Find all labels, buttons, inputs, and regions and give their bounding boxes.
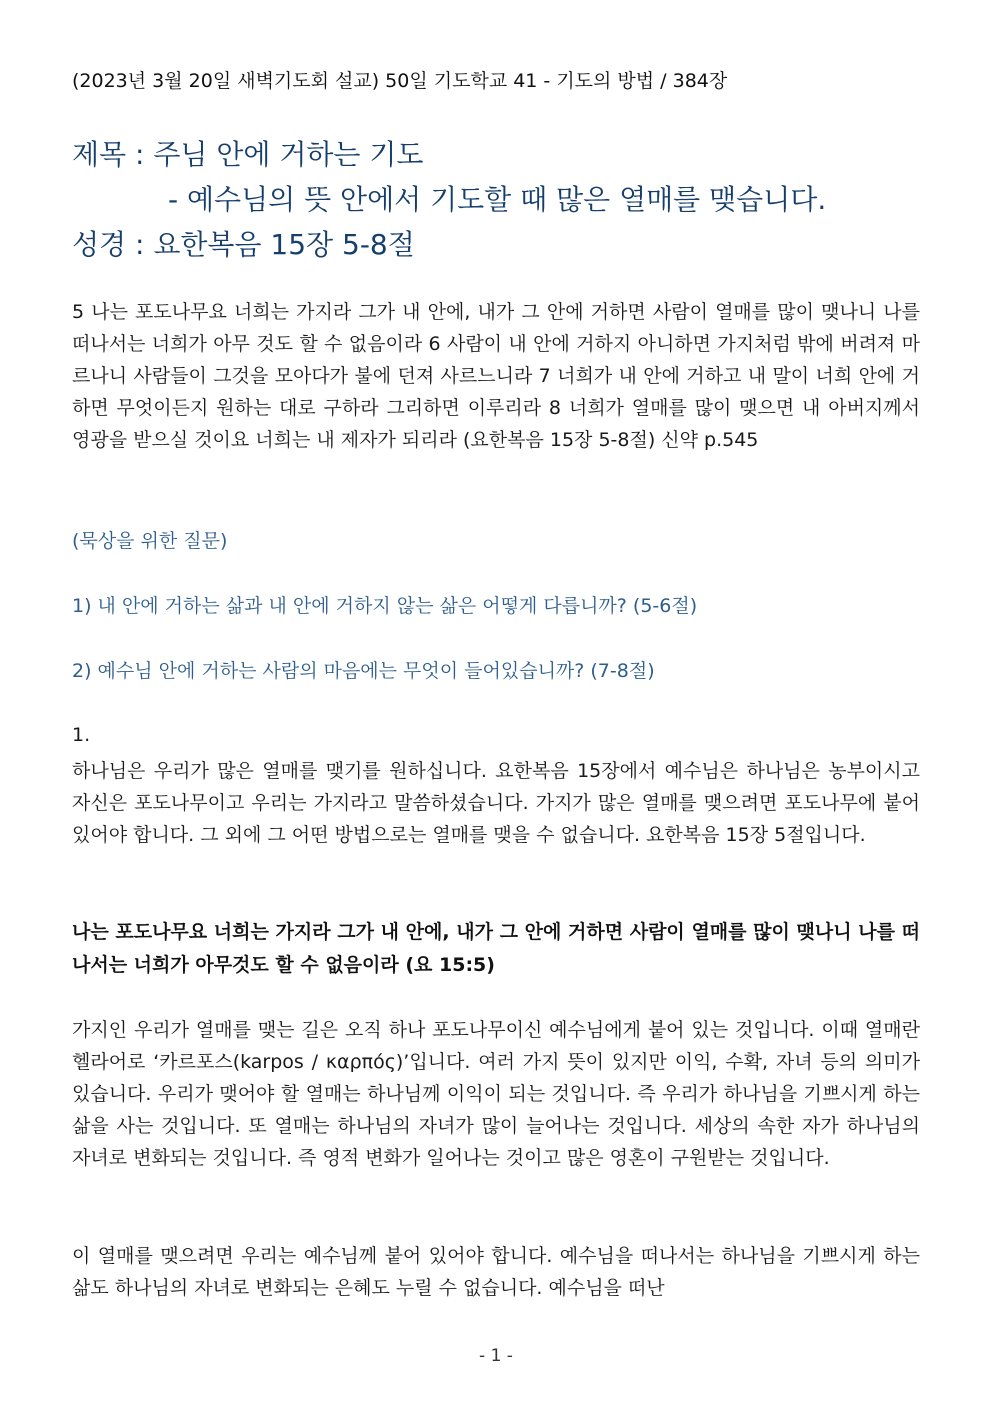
scripture-reference: 성경 : 요한복음 15장 5-8절	[72, 228, 415, 261]
page-number: - 1 -	[479, 1346, 513, 1366]
verse-quote: 나는 포도나무요 너희는 가지라 그가 내 안에, 내가 그 안에 거하면 사람이 열매를 많이 맺나니 나를 떠나서는 너희가 아무것도 할 수 없음이라 (요 15:5)	[72, 921, 920, 976]
sermon-header: (2023년 3월 20일 새벽기도회 설교) 50일 기도학교 41 - 기도의 방법 / 384장	[72, 70, 728, 92]
body-paragraph-2: 가지인 우리가 열매를 맺는 길은 오직 하나 포도나무이신 예수님에게 붙어 있는 것입니다. 이때 열매란 헬라어로 ‘카르포스(karpos / καρπός)’입니다. 여러 가지 뜻이 있지만 이익, 수확, 자녀 등의 의미가 있습니다. 우리가 맺어야 할 열매는 하나님께 이익이 되는 것입니다. 즉 우리가 하나님을 기쁘시게 하는 삶을 사는 것입니다. 또 열매는 하나님의 자녀가 많이 늘어나는 것입니다. 세상의 속한 자가 하나님의 자녀로 변화되는 것입니다. 즉 영적 변화가 일어나는 것이고 많은 영혼이 구원받는 것입니다.	[72, 1019, 920, 1169]
title-block	[72, 132, 826, 267]
meditation-question-1: 1) 내 안에 거하는 삶과 내 안에 거하지 않는 삶은 어떻게 다릅니까? (5-6절)	[72, 595, 698, 617]
meditation-question-2: 2) 예수님 안에 거하는 사람의 마음에는 무엇이 들어있습니까? (7-8절)	[72, 660, 655, 682]
section-number: 1.	[72, 724, 91, 746]
meditation-heading: (묵상을 위한 질문)	[72, 530, 228, 552]
body-paragraph-1: 하나님은 우리가 많은 열매를 맺기를 원하십니다. 요한복음 15장에서 예수님은 하나님은 농부이시고 자신은 포도나무이고 우리는 가지라고 말씀하셨습니다. 가지가 많은 열매를 맺으려면 포도나무에 붙어 있어야 합니다. 그 외에 그 어떤 방법으로는 열매를 맺을 수 없습니다. 요한복음 15장 5절입니다.	[72, 760, 920, 846]
sermon-subtitle: - 예수님의 뜻 안에서 기도할 때 많은 열매를 맺습니다.	[168, 183, 827, 216]
sermon-title: 제목 : 주님 안에 거하는 기도	[72, 138, 424, 171]
body-paragraph-3: 이 열매를 맺으려면 우리는 예수님께 붙어 있어야 합니다. 예수님을 떠나서는 하나님을 기쁘시게 하는 삶도 하나님의 자녀로 변화되는 은혜도 누릴 수 없습니다. 예수님을 떠난	[72, 1245, 920, 1299]
scripture-text: 5 나는 포도나무요 너희는 가지라 그가 내 안에, 내가 그 안에 거하면 사람이 열매를 많이 맺나니 나를 떠나서는 너희가 아무 것도 할 수 없음이라 6 사람이 내 안에 거하지 아니하면 가지처럼 밖에 버려져 마르나니 사람들이 그것을 모아다가 불에 던져 사르느니라 7 너희가 내 안에 거하고 내 말이 너희 안에 거하면 무엇이든지 원하는 대로 구하라 그리하면 이루리라 8 너희가 열매를 많이 맺으면 내 아버지께서 영광을 받으실 것이요 너희는 내 제자가 되리라 (요한복음 15장 5-8절) 신약 p.545	[72, 301, 920, 451]
